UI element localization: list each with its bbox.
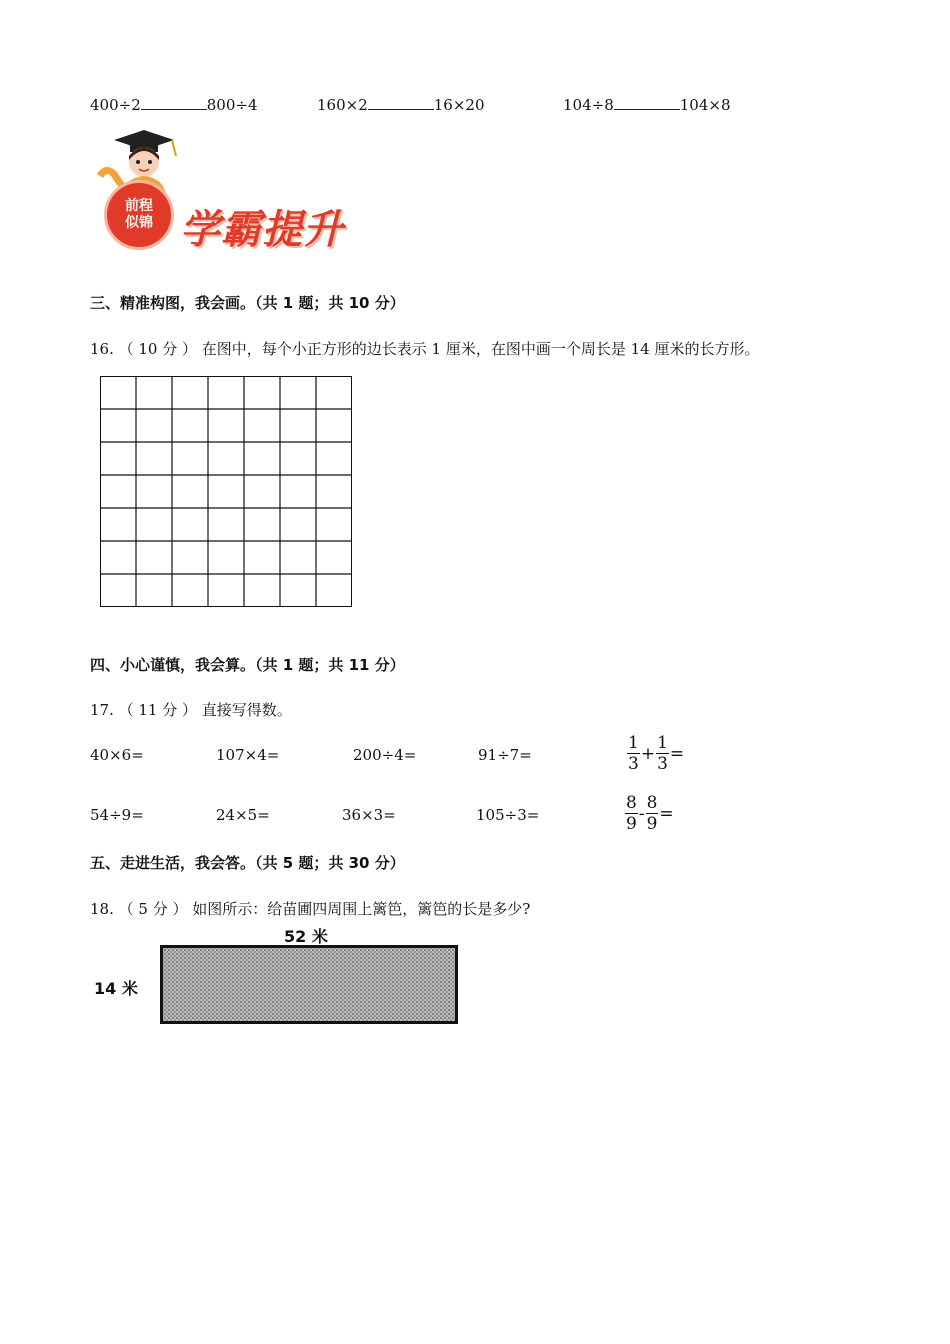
operator: + — [640, 743, 656, 764]
equals-sign: = — [659, 803, 674, 824]
denominator: 3 — [628, 754, 639, 774]
compare-left: 160×2 — [317, 96, 368, 114]
fraction — [627, 733, 640, 774]
calc-item: 36×3= — [342, 806, 396, 824]
compare-item-1 — [90, 95, 258, 114]
compare-left: 400÷2 — [90, 96, 141, 114]
calc-item: 91÷7= — [478, 746, 532, 764]
fraction — [625, 793, 638, 834]
question-16: 16. （ 10 分 ） 在图中，每个小正方形的边长表示 1 厘米，在图中画一个周长是 14 厘米的长方形。 — [90, 340, 760, 358]
question-18: 18. （ 5 分 ） 如图所示：给苗圃四周围上篱笆，篱笆的长是多少? — [90, 900, 531, 918]
section-heading-5: 五、走进生活，我会答。（共 5 题；共 30 分） — [90, 854, 405, 872]
denominator: 9 — [646, 814, 658, 834]
numerator: 8 — [626, 793, 637, 813]
numerator: 1 — [657, 733, 668, 753]
calc-item: 24×5= — [216, 806, 270, 824]
nursery-field-figure — [160, 945, 458, 1024]
calc-item: 107×4= — [216, 746, 280, 764]
answer-blank[interactable] — [141, 95, 207, 110]
compare-item-2 — [317, 95, 485, 114]
grid-lines — [100, 376, 352, 607]
numerator: 1 — [628, 733, 639, 753]
denominator: 9 — [626, 814, 637, 834]
calc-item: 54÷9= — [90, 806, 144, 824]
calc-item: 40×6= — [90, 746, 144, 764]
calc-item: 200÷4= — [353, 746, 417, 764]
field-length-label: 52 米 — [284, 927, 328, 946]
compare-left: 104÷8 — [563, 96, 614, 114]
compare-right: 800÷4 — [206, 96, 258, 114]
numerator: 8 — [646, 793, 658, 813]
compare-right: 104×8 — [679, 96, 731, 114]
fraction-expression-1 — [627, 733, 685, 774]
denominator: 3 — [657, 754, 668, 774]
compare-right: 16×20 — [433, 96, 485, 114]
compare-item-3 — [563, 95, 731, 114]
badge-text: 前程似锦 — [125, 198, 153, 231]
field-width-label: 14 米 — [94, 979, 138, 998]
drawing-grid[interactable] — [100, 376, 352, 607]
answer-blank[interactable] — [614, 95, 680, 110]
fraction — [656, 733, 669, 774]
badge — [104, 180, 174, 250]
fraction — [646, 793, 659, 834]
section-heading-4: 四、小心谨慎，我会算。（共 1 题；共 11 分） — [90, 656, 405, 674]
equals-sign: = — [669, 743, 685, 764]
answer-blank[interactable] — [368, 95, 434, 110]
operator: - — [638, 803, 645, 824]
calc-item: 105÷3= — [476, 806, 540, 824]
question-17: 17. （ 11 分 ） 直接写得数。 — [90, 701, 292, 719]
banner-title: 学霸提升 — [180, 207, 344, 253]
fraction-expression-2 — [625, 793, 675, 834]
section-heading-3: 三、精准构图，我会画。（共 1 题；共 10 分） — [90, 294, 405, 312]
